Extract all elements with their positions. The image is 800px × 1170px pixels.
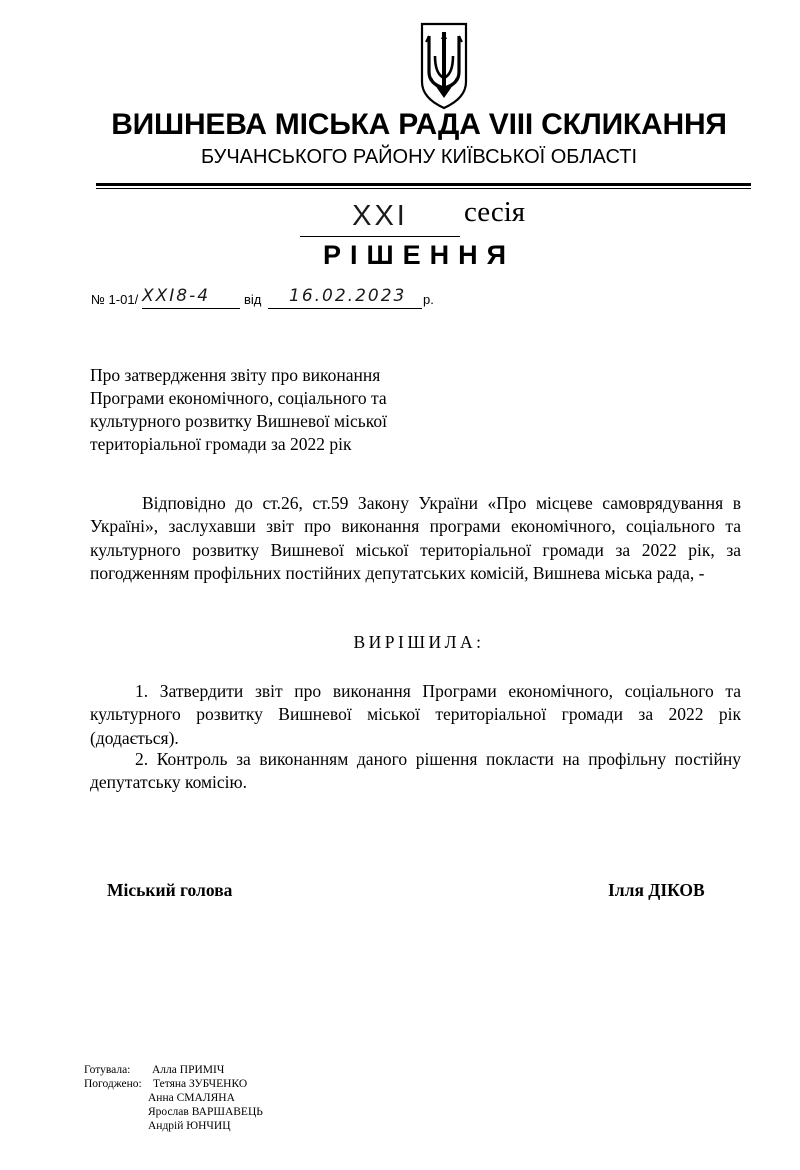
registration-date-value: 16.02.2023 — [289, 286, 407, 306]
registration-date-suffix: р. — [423, 292, 434, 307]
decision-subject: Про затвердження звіту про виконання Програми економічного, соціального та культурного розвитку Вишневої міської територіальної громади за 2022 рік — [90, 365, 387, 454]
agreed-by-4: Андрій ЮНЧИЦ — [148, 1120, 231, 1132]
signatory-name: Ілля ДІКОВ — [608, 880, 705, 900]
signatory-role: Міський голова — [107, 880, 233, 900]
registration-date-prefix: від — [244, 292, 262, 307]
header-divider-thin — [96, 188, 751, 189]
agreed-by-1: Тетяна ЗУБЧЕНКО — [153, 1078, 248, 1090]
session-label: сесія — [464, 196, 526, 228]
registration-date-underline — [268, 308, 422, 309]
preamble-paragraph: Відповідно до ст.26, ст.59 Закону України «Про місцеве самоврядування в Україні», заслухавши звіт про виконання програми економічного, соціального та культурного розвитку Вишневої міської територіальної громади за 2022 рік, за погодженням профільних постійних депутатських комісій, Вишнева міська рада, - — [90, 493, 741, 583]
registration-number-prefix: № 1-01/ — [91, 292, 139, 307]
registration-line — [91, 288, 451, 310]
decision-item-2: 2. Контроль за виконанням даного рішення покласти на профільну постійну депутатську комісію. — [90, 749, 741, 793]
prepared-label: Готувала: — [84, 1064, 131, 1076]
agreed-by-2: Анна СМАЛЯНА — [148, 1092, 235, 1104]
agreed-label: Погоджено: — [84, 1078, 142, 1090]
registration-number-value: XXI8-4 — [142, 286, 211, 306]
header-divider-thick — [96, 183, 751, 186]
council-name: ВИШНЕВА МІСЬКА РАДА VIII СКЛИКАННЯ — [111, 108, 727, 141]
session-number: XXI — [352, 200, 408, 232]
council-district: БУЧАНСЬКОГО РАЙОНУ КИЇВСЬКОЇ ОБЛАСТІ — [200, 146, 637, 168]
trident-coat-of-arms-icon — [419, 22, 469, 110]
decision-item-1: 1. Затвердити звіт про виконання Програми економічного, соціального та культурного розвитку Вишневої міської територіальної громади за 2022 рік (додається). — [90, 681, 741, 748]
prepared-by: Алла ПРИМІЧ — [152, 1064, 225, 1076]
registration-number-underline — [142, 308, 240, 309]
agreed-by-3: Ярослав ВАРШАВЕЦЬ — [148, 1106, 263, 1118]
resolved-heading: ВИРІШИЛА: — [353, 632, 485, 652]
document-type-title: РІШЕННЯ — [322, 240, 516, 270]
